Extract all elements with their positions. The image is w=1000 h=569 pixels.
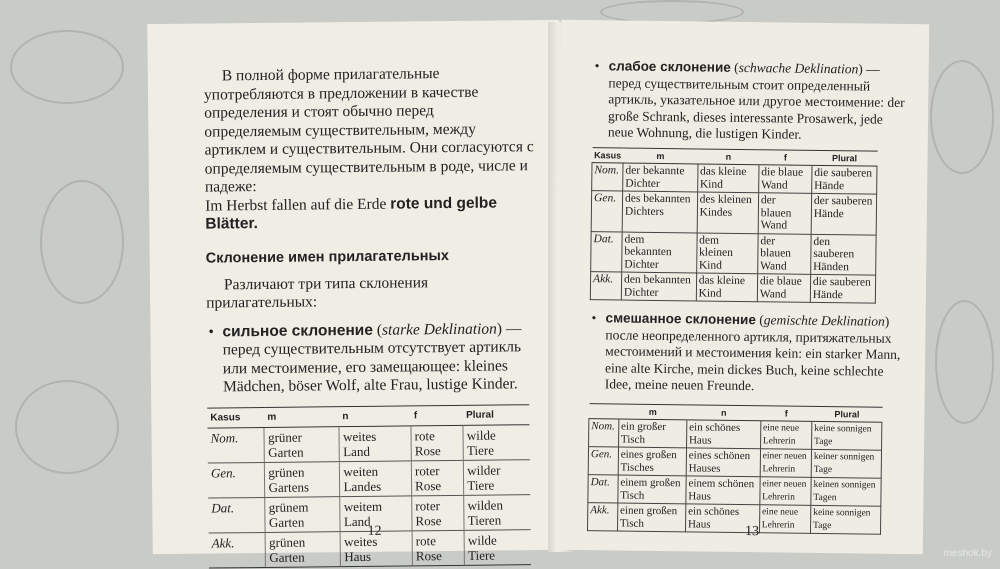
case-cell: Dat. xyxy=(591,231,623,272)
watermark: meshok.by xyxy=(943,548,992,559)
table-header: Kasus xyxy=(592,147,623,163)
table-header: Kasus xyxy=(207,407,264,428)
table-cell: der bekannte Dichter xyxy=(623,163,698,192)
table-cell: roter Rose xyxy=(412,495,465,531)
table-header: m xyxy=(623,148,698,164)
bullet-text: ) — перед существительным стоит определенный артикль, указательное или другое местоимение: der große Schrank, dieses interessante Prosawerk, jede neue Wohnung, die lustigen Kinder. xyxy=(607,61,905,142)
case-cell: Akk. xyxy=(588,503,618,531)
table-cell: dem kleinen Kind xyxy=(696,232,758,273)
table-cell: keinen sonnigen Tagen xyxy=(811,477,881,506)
table-row xyxy=(207,424,529,462)
section-heading: Склонение имен прилагательных xyxy=(205,247,450,267)
background-swirl xyxy=(935,300,994,424)
table-cell: roter Rose xyxy=(411,460,464,496)
mixed-declension-table xyxy=(587,403,883,535)
table-cell: eine neue Lehrerin xyxy=(759,505,811,534)
left-page xyxy=(147,20,565,565)
table-cell: einem schönen Haus xyxy=(686,476,760,505)
table-header: f xyxy=(761,405,812,421)
table-cell: eines großen Tisches xyxy=(618,447,686,476)
table-cell: wilde Tiere xyxy=(464,529,531,565)
page-number: 12 xyxy=(367,523,382,539)
strong-declension-bullet: • сильное склонение (starke Deklination) — перед существительным отсутствует артикль или местоимение, его замещающее: kleines Mädchen, böser Wolf, alte Frau, lustige Kinder. xyxy=(208,319,522,396)
table-cell: wilden Tieren xyxy=(464,494,531,530)
table-cell: dem bekannten Dichter xyxy=(622,232,697,273)
table-cell: die sauberen Hände xyxy=(812,165,877,194)
intro-paragraph: В полной форме прилагательные употребляются в предложении в качестве определения и стоят обычно перед определяемым существительным, между артиклем и существительным. Они согласуются с определяемым существительным в роде, числе и падеже: xyxy=(203,65,534,196)
table-cell: keine sonnigen Tage xyxy=(811,421,881,450)
mixed-declension-bullet: • смешанное склонение (gemischte Deklination) после неопределенного артикля, притяжательных местоимений и местоимения kein: ein starker Mann, eine alte Kirche, mein dickes Buch, keine schlechte Idee, meine neuen Freunde. xyxy=(591,310,901,394)
page-number: 13 xyxy=(744,524,760,540)
table-cell: ein schönes Haus xyxy=(685,504,759,533)
table-header: n xyxy=(339,405,411,426)
case-cell: Nom. xyxy=(589,419,619,447)
table-cell: einer neuen Lehrerin xyxy=(760,477,812,506)
table-row xyxy=(589,419,882,451)
table-cell: der blauen Wand xyxy=(758,233,811,274)
bullet-term: starke Deklination xyxy=(381,320,497,339)
table-cell: eine neue Lehrerin xyxy=(760,421,812,450)
table-cell: weites Land xyxy=(339,425,411,461)
table-header: m xyxy=(264,406,339,427)
table-header: Plural xyxy=(463,404,529,425)
table-cell: die sauberen Hände xyxy=(810,274,875,303)
table-header xyxy=(589,403,619,419)
weak-declension-table xyxy=(590,147,878,304)
types-paragraph: Различают три типа склонения прилагательных: xyxy=(206,273,429,312)
background-swirl xyxy=(930,60,994,174)
table-cell: keiner sonnigen Tage xyxy=(811,449,881,478)
table-header: f xyxy=(411,405,463,426)
table-cell: das kleine Kind xyxy=(696,273,758,302)
table-header: n xyxy=(698,148,759,164)
case-cell: Gen. xyxy=(588,447,618,475)
table-row xyxy=(591,231,876,275)
background-swirl xyxy=(15,380,119,474)
example-bold: rote und gelbe Blätter. xyxy=(205,194,498,233)
case-cell: Dat. xyxy=(208,497,265,533)
table-cell: grünen Garten xyxy=(266,531,341,567)
bullet-label: смешанное склонение xyxy=(605,310,756,328)
table-header: Plural xyxy=(812,406,882,422)
table-cell: des bekannten Dichters xyxy=(622,191,697,232)
table-row xyxy=(588,475,881,507)
background-swirl xyxy=(40,180,124,304)
case-cell: Akk. xyxy=(209,532,266,568)
bullet-label: слабое склонение xyxy=(608,58,731,75)
example-sentence xyxy=(205,194,535,234)
case-cell: Dat. xyxy=(588,475,618,503)
table-cell: eines schönen Hauses xyxy=(686,448,760,477)
table-row xyxy=(592,163,877,194)
table-cell: die blaue Wand xyxy=(757,274,810,303)
table-cell: das kleine Kind xyxy=(697,164,759,193)
background-swirl xyxy=(10,30,124,104)
table-cell: die blaue Wand xyxy=(759,165,812,194)
table-cell: einen großen Tisch xyxy=(617,503,685,532)
table-header: m xyxy=(619,404,687,420)
table-cell: den sauberen Händen xyxy=(811,234,877,275)
table-cell: ein großer Tisch xyxy=(618,419,686,448)
bullet-icon: • xyxy=(594,58,600,74)
table-header: f xyxy=(759,149,812,165)
strong-declension-table xyxy=(207,404,531,568)
table-cell: einem großen Tisch xyxy=(618,475,686,504)
table-cell: weites Haus xyxy=(341,530,413,566)
table-cell: der sauberen Hände xyxy=(811,193,877,234)
table-header: Plural xyxy=(812,150,877,166)
table-row xyxy=(588,447,881,479)
case-cell: Nom. xyxy=(592,163,623,191)
table-cell: des kleinen Kindes xyxy=(697,192,759,233)
table-row xyxy=(208,459,530,497)
table-row xyxy=(590,272,875,303)
table-cell: einer neuen Lehrerin xyxy=(760,449,812,478)
table-cell: keine sonnigen Tage xyxy=(810,505,880,534)
bullet-text: ) после неопределенного артикля, притяжательных местоимений и местоимения kein: ein starker Mann, eine alte Kirche, mein dickes Buch, keine schlechte Idee, meine neuen Freunde. xyxy=(604,313,901,394)
bullet-term: gemischte Deklination xyxy=(763,312,885,329)
table-cell: grünen Gartens xyxy=(265,461,340,497)
bullet-text: ) — перед существительным отсутствует артикль или местоимение, его замещающее: kleines Mädchen, böser Wolf, alte Frau, lustige Kinder. xyxy=(222,319,522,396)
table-cell: der blauen Wand xyxy=(758,193,811,234)
example-plain: Im Herbst fallen auf die Erde xyxy=(205,195,387,215)
table-header: n xyxy=(687,404,761,420)
case-cell: Gen. xyxy=(208,462,265,498)
bullet-label: сильное склонение xyxy=(222,321,373,340)
table-cell: weiten Landes xyxy=(340,460,412,496)
table-cell: grüner Garten xyxy=(264,426,339,462)
table-cell: den bekannten Dichter xyxy=(621,272,696,301)
table-row xyxy=(591,191,876,235)
table-cell: grünem Garten xyxy=(265,496,340,532)
right-page xyxy=(555,20,929,554)
table-cell: rote Rose xyxy=(411,425,464,461)
case-cell: Nom. xyxy=(207,427,264,463)
bullet-term: schwache Deklination xyxy=(738,59,859,77)
table-row xyxy=(588,503,881,535)
table-cell: wilde Tiere xyxy=(463,424,530,460)
bullet-icon: • xyxy=(591,310,597,326)
case-cell: Gen. xyxy=(591,191,623,232)
weak-declension-bullet: • слабое склонение (schwache Deklination) — перед существительным стоит определенный артикль, указательное или другое местоимение: der große Schrank, dieses interessante Prosawerk, jede neue Wohnung, die lustigen Kinder. xyxy=(594,58,905,142)
bullet-icon: • xyxy=(208,322,214,341)
table-cell: wilder Tiere xyxy=(464,459,531,495)
table-cell: ein schönes Haus xyxy=(686,420,760,449)
table-cell: weitem Land xyxy=(340,495,412,531)
table-cell: rote Rose xyxy=(412,530,465,566)
case-cell: Akk. xyxy=(590,272,621,300)
